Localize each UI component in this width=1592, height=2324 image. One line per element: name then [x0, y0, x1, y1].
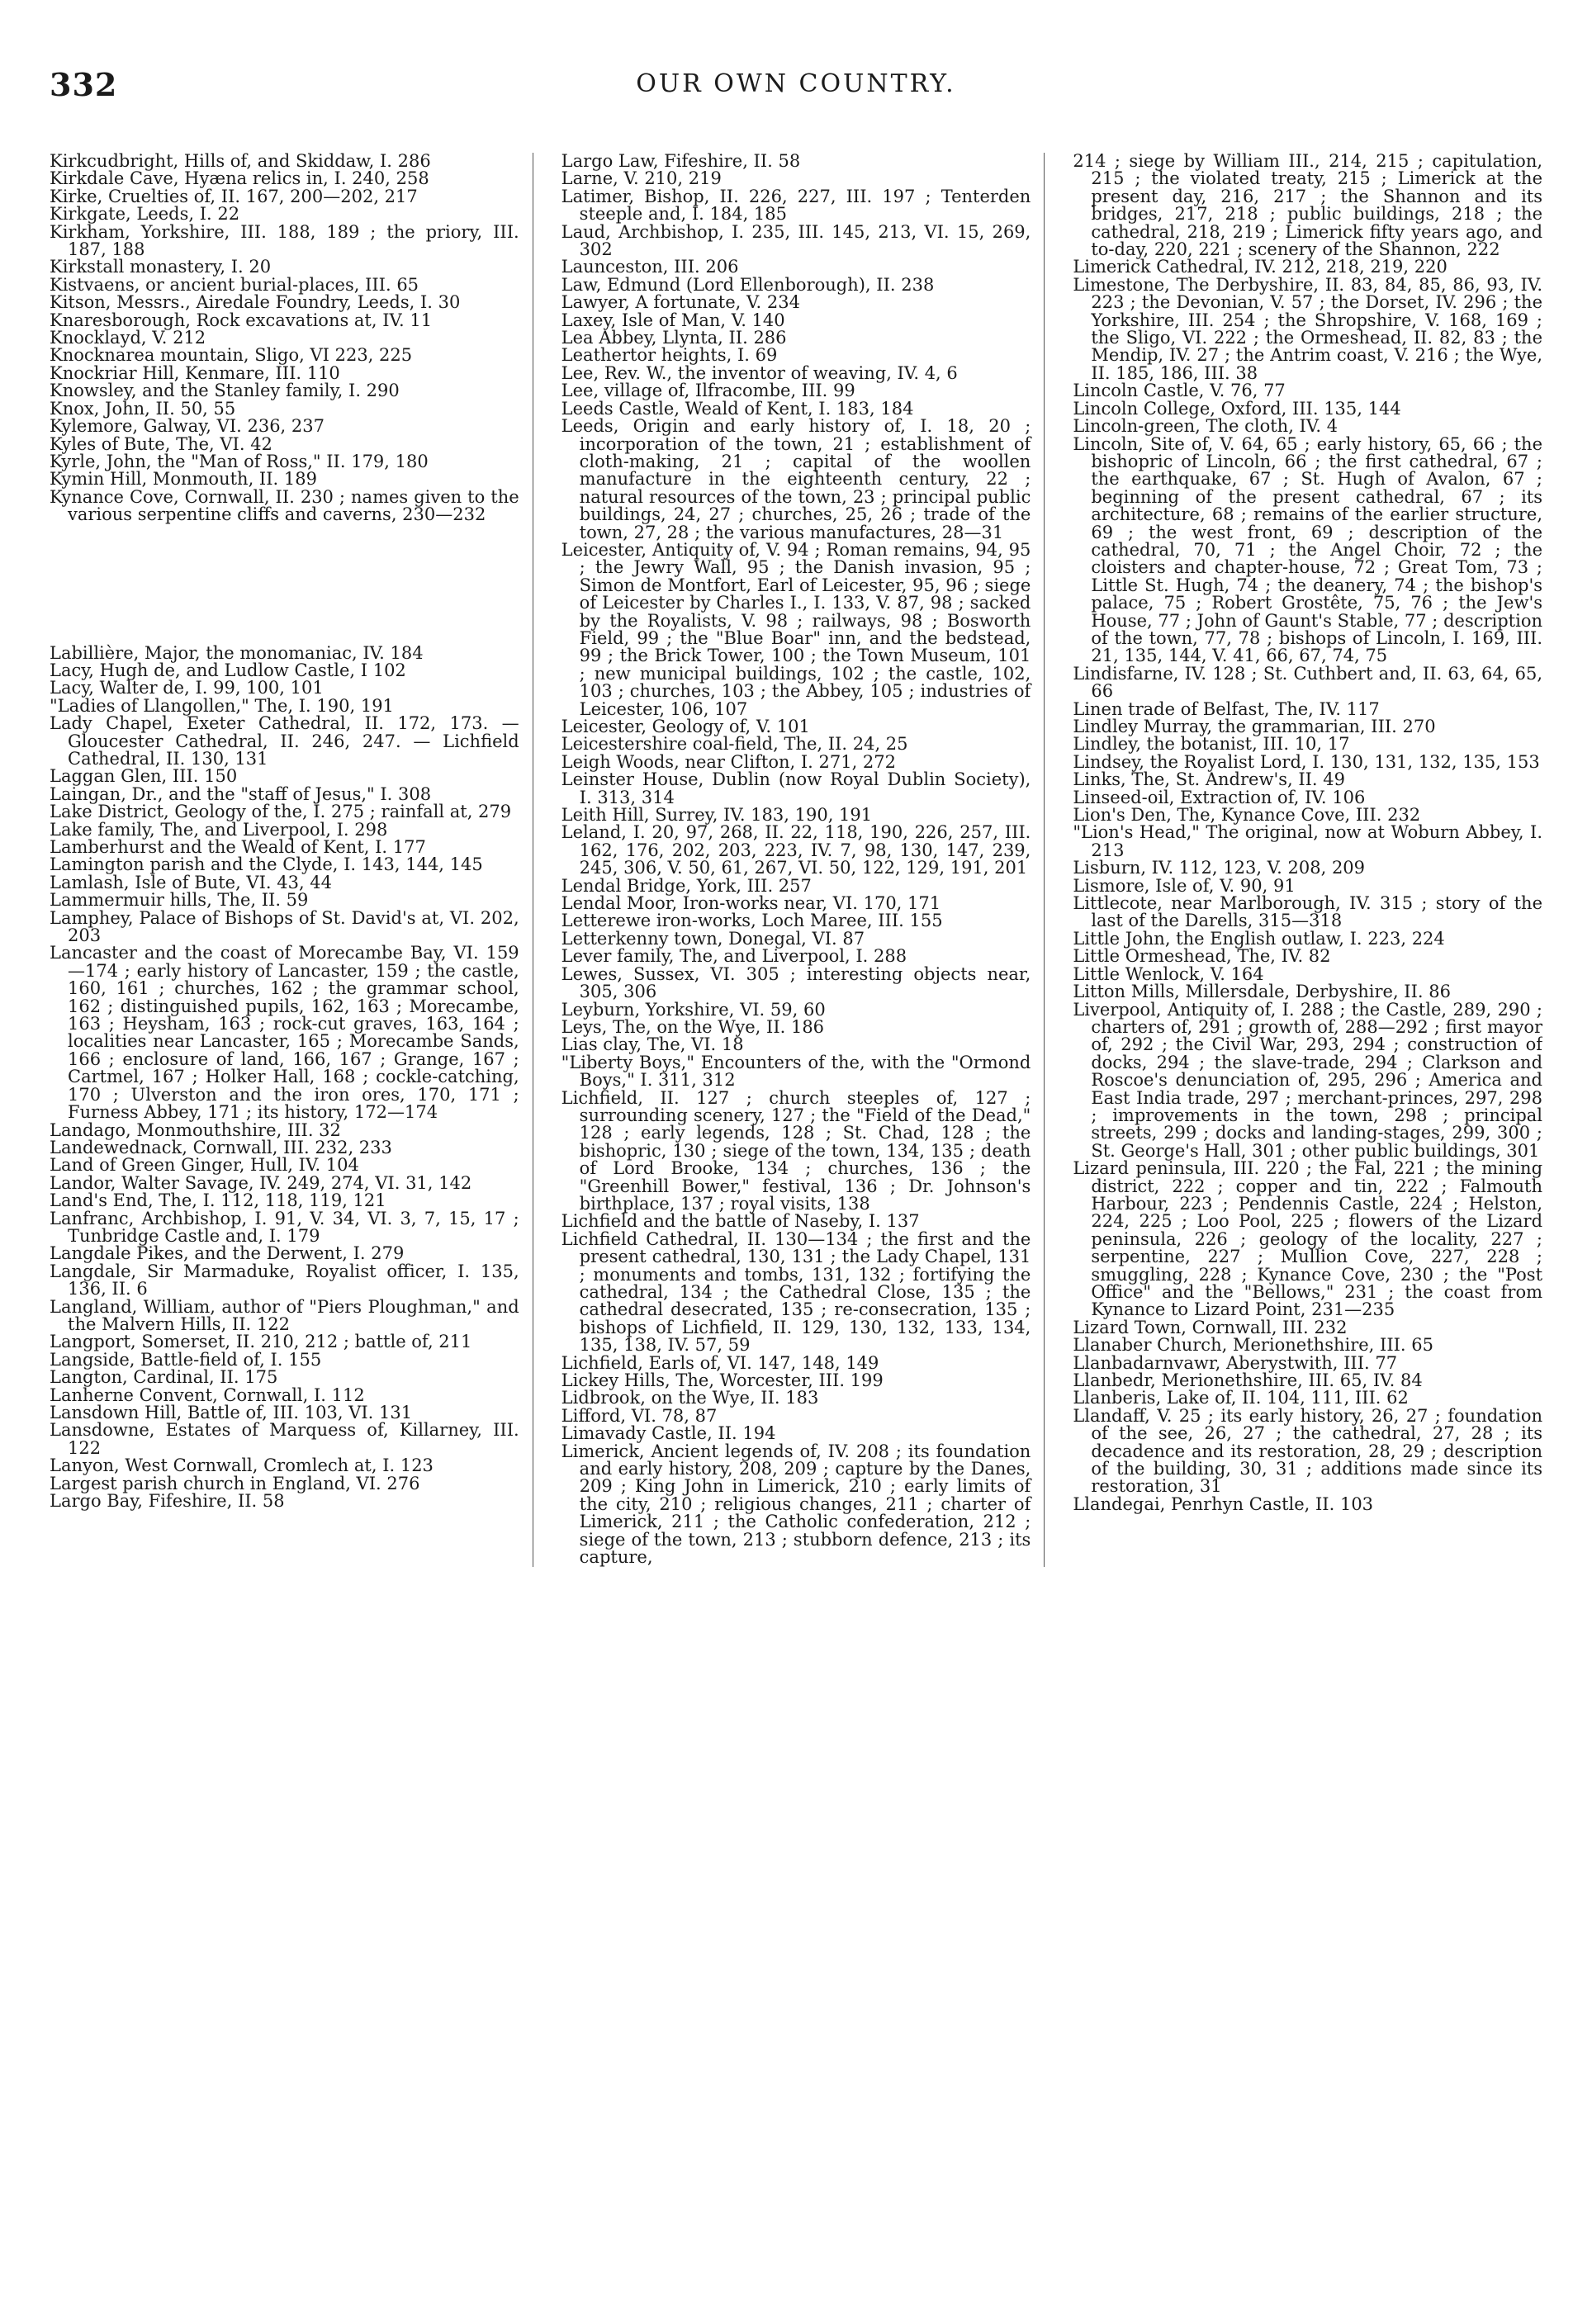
index-entry: Lansdowne, Estates of Marquess of, Killarney, III. 122 — [50, 1420, 519, 1458]
index-entry: Lichfield and the battle of Naseby, I. 137 — [561, 1211, 920, 1232]
index-entry: Langland, William, author of "Piers Ploughman," and the Malvern Hills, II. 122 — [50, 1296, 519, 1334]
index-entry: Launceston, III. 206 — [561, 257, 739, 277]
index-entry: Landewednack, Cornwall, III. 232, 233 — [50, 1137, 392, 1157]
index-entry: Lichfield, II. 127 ; church steeples of, 127 ; surrounding scenery, 127 ; the "Field of the Dead," 128 ; early legends, 128 ; St. Chad, 128 ; the bishopric, 130 ; siege of the town, 134, 135 ; death of Lord Brooke, 134 ; churches, 136 ; the "Greenhill Bower," festival, 136 ; Dr. Johnson's birthplace, 137 ; royal visits, 138 — [561, 1087, 1031, 1214]
index-entry: Liverpool, Antiquity of, I. 288 ; the Castle, 289, 290 ; charters of, 291 ; growth of, 288—292 ; first mayor of, 292 ; the Civil War, 293, 294 ; construction of docks, 294 ; the slave-trade, 294 ; Clarkson and Roscoe's denunciation of, 295, 296 ; America and East India trade, 297 ; merchant-princes, 297, 298 ; improvements in the town, 298 ; principal streets, 299 ; docks and landing-stages, 299, 300 ; St. George's Hall, 301 ; other public buildings, 301 — [1073, 999, 1543, 1161]
index-entry: Llanbedr, Merionethshire, III. 65, IV. 84 — [1073, 1370, 1423, 1391]
index-entry: Labillière, Major, the monomaniac, IV. 184 — [50, 642, 424, 663]
index-entry: Lewes, Sussex, VI. 305 ; interesting objects near, 305, 306 — [561, 963, 1031, 1002]
index-entry: Lacy, Walter de, I. 99, 100, 101 — [50, 678, 324, 698]
index-entry: Kymin Hill, Monmouth, II. 189 — [50, 469, 317, 490]
index-entry: Limestone, The Derbyshire, II. 83, 84, 85, 86, 93, IV. 223 ; the Devonian, V. 57 ; the Dorset, IV. 296 ; the Yorkshire, III. 254 ; the Shropshire, V. 168, 169 ; the Sligo, VI. 222 ; the Ormeshead, II. 82, 83 ; the Mendip, IV. 27 ; the Antrim coast, V. 216 ; the Wye, II. 185, 186, III. 38 — [1073, 274, 1543, 383]
index-entry: Land of Green Ginger, Hull, IV. 104 — [50, 1155, 359, 1176]
index-entry: Land's End, The, I. 112, 118, 119, 121 — [50, 1190, 386, 1211]
index-entry: Lincoln, Site of, V. 64, 65 ; early history, 65, 66 ; the bishopric of Lincoln, 66 ; the first cathedral, 67 ; the earthquake, 67 ; St. Hugh of Avalon, 67 ; beginning of the present cathedral, 67 ; its architecture, 68 ; remains of the earlier structure, 69 ; the west front, 69 ; description of the cathedral, 70, 71 ; the Angel Choir, 72 ; the cloisters and chapter-house, 72 ; Great Tom, 73 ; Little St. Hugh, 74 ; the deanery, 74 ; the bishop's palace, 75 ; Robert Grostête, 75, 76 ; the Jew's House, 77 ; John of Gaunt's Stable, 77 ; description of the town, 77, 78 ; bishops of Lincoln, I. 169, III. 21, 135, 144, V. 41, 66, 67, 74, 75 — [1073, 433, 1543, 666]
index-entry: Little Ormeshead, The, IV. 82 — [1073, 946, 1331, 967]
index-entry: Leland, I. 20, 97, 268, II. 22, 118, 190, 226, 257, III. 162, 176, 202, 203, 223, IV. 7, 98, 130, 147, 239, 245, 306, V. 50, 61, 267, VI. 50, 122, 129, 191, 201 — [561, 822, 1031, 878]
index-entry: Leinster House, Dublin (now Royal Dublin Society), I. 313, 314 — [561, 769, 1031, 807]
index-entry: Lichfield Cathedral, II. 130—134 ; the first and the present cathedral, 130, 131 ; the Lady Chapel, 131 ; monuments and tombs, 131, 132 ; fortifying the cathedral, 134 ; the Cathedral Close, 135 ; the cathedral desecrated, 135 ; re-consecration, 135 ; bishops of Lichfield, II. 129, 130, 132, 133, 134, 135, 138, IV. 57, 59 — [561, 1228, 1031, 1356]
index-entry: Lever family, The, and Liverpool, I. 288 — [561, 946, 907, 967]
index-entry: Llanbadarnvawr, Aberystwith, III. 77 — [1073, 1352, 1398, 1373]
index-entry: Lamphey, Palace of Bishops of St. David's at, VI. 202, 203 — [50, 907, 519, 946]
index-entry: Linen trade of Belfast, The, IV. 117 — [1073, 698, 1380, 719]
index-entry: Lincoln Castle, V. 76, 77 — [1073, 381, 1286, 401]
index-entry: Lion's Den, The, Kynance Cove, III. 232 — [1073, 805, 1421, 826]
index-entry: Lincoln College, Oxford, III. 135, 144 — [1073, 398, 1401, 419]
index-entry: Lias clay, The, VI. 18 — [561, 1034, 744, 1055]
index-entry: Lindley Murray, the grammarian, III. 270 — [1073, 717, 1436, 736]
index-entry: Litton Mills, Millersdale, Derbyshire, II. 86 — [1073, 982, 1451, 1002]
index-entry: Lamington parish and the Clyde, I. 143, 144, 145 — [50, 854, 483, 875]
index-column-2 — [561, 153, 1045, 1567]
index-entry: Lady Chapel, Exeter Cathedral, II. 172, 173. — Gloucester Cathedral, II. 246, 247. — Lichfield Cathedral, II. 130, 131 — [50, 713, 519, 769]
index-entry: Kirkcudbright, Hills of, and Skiddaw, I. 286 — [50, 153, 431, 171]
index-entry: Lancaster and the coast of Morecambe Bay, VI. 159—174 ; early history of Lancaster, 159 ; the castle, 160, 161 ; churches, 162 ; the grammar school, 162 ; distinguished pupils, 162, 163 ; Morecambe, 163 ; Heysham, 163 ; rock-cut graves, 163, 164 ; localities near Lancaster, 165 ; Morecambe Sands, 166 ; enclosure of land, 166, 167 ; Grange, 167 ; Cartmel, 167 ; Holker Hall, 168 ; cockle-catching, 170 ; Ulverston and the iron ores, 170, 171 ; Furness Abbey, 171 ; its history, 172—174 — [50, 943, 519, 1123]
index-entry: Lea Abbey, Llynta, II. 286 — [561, 328, 787, 348]
index-entry: Leicester, Geology of, V. 101 — [561, 717, 810, 736]
index-entry: Limerick, Ancient legends of, IV. 208 ; its foundation and early history, 208, 209 ; capture by the Danes, 209 ; King John in Limerick, 210 ; early limits of the city, 210 ; religious changes, 211 ; charter of Limerick, 211 ; the Catholic confederation, 212 ; siege of the town, 213 ; stubborn defence, 213 ; its capture, — [561, 1441, 1031, 1567]
index-entry: Lee, village of, Ilfracombe, III. 99 — [561, 381, 855, 401]
index-entry: Llandaff, V. 25 ; its early history, 26, 27 ; foundation of the see, 26, 27 ; the cathedral, 27, 28 ; its decadence and its restoration, 28, 29 ; description of the building, 30, 31 ; additions made since its restoration, 31 — [1073, 1405, 1543, 1497]
index-entry: Lindsey, the Royalist Lord, I. 130, 131, 132, 135, 153 — [1073, 751, 1540, 772]
index-entry: Lidbrook, on the Wye, II. 183 — [561, 1388, 819, 1408]
index-entry: Knockriar Hill, Kenmare, III. 110 — [50, 362, 340, 383]
index-entry: Lisburn, IV. 112, 123, V. 208, 209 — [1073, 858, 1366, 878]
index-entry: Largo Bay, Fifeshire, II. 58 — [50, 1491, 285, 1512]
index-entry: Llanaber Church, Merionethshire, III. 65 — [1073, 1335, 1433, 1356]
index-entry: Largo Law, Fifeshire, II. 58 — [561, 153, 801, 171]
index-entry: "Liberty Boys," Encounters of the, with the "Ormond Boys," I. 311, 312 — [561, 1052, 1031, 1091]
index-entry: Latimer, Bishop, II. 226, 227, III. 197 ; Tenterden steeple and, I. 184, 185 — [561, 186, 1031, 225]
index-entry: Kyles of Bute, The, VI. 42 — [50, 433, 272, 454]
index-entry: Leathertor heights, I. 69 — [561, 345, 778, 366]
index-entry: Kistvaens, or ancient burial-places, III. 65 — [50, 274, 419, 295]
index-entry: Leicestershire coal-field, The, II. 24, 25 — [561, 734, 908, 755]
section-gap — [50, 537, 519, 632]
index-entry: Larne, V. 210, 219 — [561, 168, 722, 189]
index-entry: Landago, Monmouthshire, III. 32 — [50, 1119, 341, 1140]
index-column-1 — [50, 153, 533, 1567]
index-entry: Leeds, Origin and early history of, I. 18, 20 ; incorporation of the town, 21 ; establishment of cloth-making, 21 ; capital of the woollen manufacture in the eighteenth century, 22 ; natural resources of the town, 23 ; principal public buildings, 24, 27 ; churches, 25, 26 ; trade of the town, 27, 28 ; the various manufactures, 28—31 — [561, 416, 1031, 542]
index-entry: Lake District, Geology of the, I. 275 ; rainfall at, 279 — [50, 802, 512, 822]
index-entry: Lacy, Hugh de, and Ludlow Castle, I 102 — [50, 660, 406, 680]
index-entry: Knaresborough, Rock excavations at, IV. 11 — [50, 310, 433, 330]
index-entry: Kyrle, John, the "Man of Ross," II. 179, 180 — [50, 451, 429, 471]
index-entry: Limavady Castle, II. 194 — [561, 1423, 776, 1444]
page-number: 332 — [50, 66, 118, 103]
index-entry: Lamlash, Isle of Bute, VI. 43, 44 — [50, 872, 333, 892]
index-entry: Lendal Bridge, York, III. 257 — [561, 875, 812, 896]
index-entry: Knox, John, II. 50, 55 — [50, 398, 236, 419]
index-entry: Lamberhurst and the Weald of Kent, I. 177 — [50, 837, 426, 857]
index-entry: Lawyer, A fortunate, V. 234 — [561, 292, 800, 313]
index-entry: Littlecote, near Marlborough, IV. 315 ; story of the last of the Darells, 315—318 — [1073, 893, 1543, 931]
index-entry: Lifford, VI. 78, 87 — [561, 1405, 718, 1426]
index-entry: Lendal Moor, Iron-works near, VI. 170, 171 — [561, 893, 941, 914]
index-entry: Knocklayd, V. 212 — [50, 328, 206, 348]
index-entry: Lee, Rev. W., the inventor of weaving, IV. 4, 6 — [561, 362, 958, 383]
index-entry: Langton, Cardinal, II. 175 — [50, 1367, 278, 1388]
index-entry: Lichfield, Earls of, VI. 147, 148, 149 — [561, 1352, 879, 1373]
index-entry: Lickey Hills, The, Worcester, III. 199 — [561, 1370, 884, 1391]
index-entry: Lindisfarne, IV. 128 ; St. Cuthbert and, II. 63, 64, 65, 66 — [1073, 663, 1543, 702]
index-entry: "Ladies of Llangollen," The, I. 190, 191 — [50, 695, 394, 716]
index-entry: Little Wenlock, V. 164 — [1073, 963, 1264, 984]
index-entry: Lanfranc, Archbishop, I. 91, V. 34, VI. 3, 7, 15, 17 ; Tunbridge Castle and, I. 179 — [50, 1208, 519, 1246]
index-entry: Little John, the English outlaw, I. 223, 224 — [1073, 928, 1445, 949]
index-entry: Leicester, Antiquity of, V. 94 ; Roman remains, 94, 95 ; the Jewry Wall, 95 ; the Danish invasion, 95 ; Simon de Montfort, Earl of Leicester, 95, 96 ; siege of Leicester by Charles I., I. 133, V. 87, 98 ; sacked by the Royalists, V. 98 ; railways, 98 ; Bosworth Field, 99 ; the "Blue Boar" inn, and the bedstead, 99 ; the Brick Tower, 100 ; the Town Museum, 101 ; new municipal buildings, 102 ; the castle, 102, 103 ; churches, 103 ; the Abbey, 105 ; industries of Leicester, 106, 107 — [561, 539, 1031, 719]
index-entry: Lindley, the botanist, III. 10, 17 — [1073, 734, 1350, 755]
index-entry: Largest parish church in England, VI. 276 — [50, 1473, 420, 1493]
index-entry: Langdale, Sir Marmaduke, Royalist officer, I. 135, 136, II. 6 — [50, 1261, 519, 1299]
index-entry: Knowsley, and the Stanley family, I. 290 — [50, 381, 400, 401]
index-entry: Laud, Archbishop, I. 235, III. 145, 213, VI. 15, 269, 302 — [561, 221, 1031, 260]
index-entry: Kirkham, Yorkshire, III. 188, 189 ; the priory, III. 187, 188 — [50, 221, 519, 260]
index-entry: Links, The, St. Andrew's, II. 49 — [1073, 769, 1346, 790]
index-entry: Llanberis, Lake of, II. 104, 111, III. 62 — [1073, 1388, 1409, 1408]
index-entry: Lincoln-green, The cloth, IV. 4 — [1073, 416, 1339, 437]
index-entry: Langport, Somerset, II. 210, 212 ; battle of, 211 — [50, 1332, 472, 1352]
index-columns — [50, 153, 1542, 1567]
index-entry: Laxey, Isle of Man, V. 140 — [561, 310, 785, 330]
index-entry: Lismore, Isle of, V. 90, 91 — [1073, 875, 1296, 896]
index-entry: Leeds Castle, Weald of Kent, I. 183, 184 — [561, 398, 914, 419]
index-entry: Lammermuir hills, The, II. 59 — [50, 890, 309, 911]
index-entry: Kirke, Cruelties of, II. 167, 200—202, 217 — [50, 186, 418, 206]
index-entry: Lanherne Convent, Cornwall, I. 112 — [50, 1384, 365, 1405]
index-entry: Landor, Walter Savage, IV. 249, 274, VI. 31, 142 — [50, 1172, 472, 1193]
index-entry: Letterewe iron-works, Loch Maree, III. 155 — [561, 911, 943, 931]
index-entry: Laingan, Dr., and the "staff of Jesus," I. 308 — [50, 783, 432, 804]
index-entry: Kitson, Messrs., Airedale Foundry, Leeds, I. 30 — [50, 292, 461, 313]
index-entry: Linseed-oil, Extraction of, IV. 106 — [1073, 787, 1366, 807]
index-entry: "Lion's Head," The original, now at Woburn Abbey, I. 213 — [1073, 822, 1543, 860]
index-entry: Kirkgate, Leeds, I. 22 — [50, 204, 240, 225]
index-entry: Law, Edmund (Lord Ellenborough), II. 238 — [561, 274, 935, 295]
index-entry: Lizard peninsula, III. 220 ; the Fal, 221 ; the mining district, 222 ; copper and tin, 222 ; Falmouth Harbour, 223 ; Pendennis Castle, 224 ; Helston, 224, 225 ; Loo Pool, 225 ; flowers of the Lizard peninsula, 226 ; geology of the locality, 227 ; serpentine, 227 ; Mullion Cove, 227, 228 ; smuggling, 228 ; Kynance Cove, 230 ; the "Post Office" and the "Bellows," 231 ; the coast from Kynance to Lizard Point, 231—235 — [1073, 1158, 1543, 1320]
index-entry: Langdale Pikes, and the Derwent, I. 279 — [50, 1243, 405, 1264]
running-title: OUR OWN COUNTRY. — [636, 69, 956, 98]
index-entry: Leith Hill, Surrey, IV. 183, 190, 191 — [561, 805, 873, 826]
index-entry: Lansdown Hill, Battle of, III. 103, VI. 131 — [50, 1403, 413, 1422]
index-entry: Leyburn, Yorkshire, VI. 59, 60 — [561, 999, 826, 1020]
index-entry: Limerick Cathedral, IV. 212, 218, 219, 220 — [1073, 257, 1447, 277]
index-column-3 — [1073, 153, 1542, 1567]
index-entry: Letterkenny town, Donegal, VI. 87 — [561, 928, 865, 949]
index-entry: Kylemore, Galway, VI. 236, 237 — [50, 416, 325, 437]
index-entry: Lizard Town, Cornwall, III. 232 — [1073, 1317, 1348, 1337]
index-entry: Kirkstall monastery, I. 20 — [50, 257, 272, 277]
index-entry: Laggan Glen, III. 150 — [50, 766, 238, 787]
index-entry: Llandegai, Penrhyn Castle, II. 103 — [1073, 1493, 1374, 1514]
page-header — [50, 66, 1542, 107]
index-entry: Lake family, The, and Liverpool, I. 298 — [50, 819, 388, 840]
index-entry: Lanyon, West Cornwall, Cromlech at, I. 123 — [50, 1455, 434, 1476]
index-entry: Kynance Cove, Cornwall, II. 230 ; names given to the various serpentine cliffs and caverns, 230—232 — [50, 486, 519, 525]
index-entry: Knocknarea mountain, Sligo, VI 223, 225 — [50, 345, 413, 366]
index-entry: 214 ; siege by William III., 214, 215 ; capitulation, 215 ; the violated treaty, 215 ; Limerick at the present day, 216, 217 ; the Shannon and its bridges, 217, 218 ; public buildings, 218 ; the cathedral, 218, 219 ; Limerick fifty years ago, and to-day, 220, 221 ; scenery of the Shannon, 222 — [1073, 153, 1543, 260]
index-entry: Kirkdale Cave, Hyæna relics in, I. 240, 258 — [50, 168, 429, 189]
index-entry: Langside, Battle-field of, I. 155 — [50, 1349, 322, 1370]
index-entry: Leys, The, on the Wye, II. 186 — [561, 1016, 825, 1037]
index-entry: Leigh Woods, near Clifton, I. 271, 272 — [561, 751, 896, 772]
